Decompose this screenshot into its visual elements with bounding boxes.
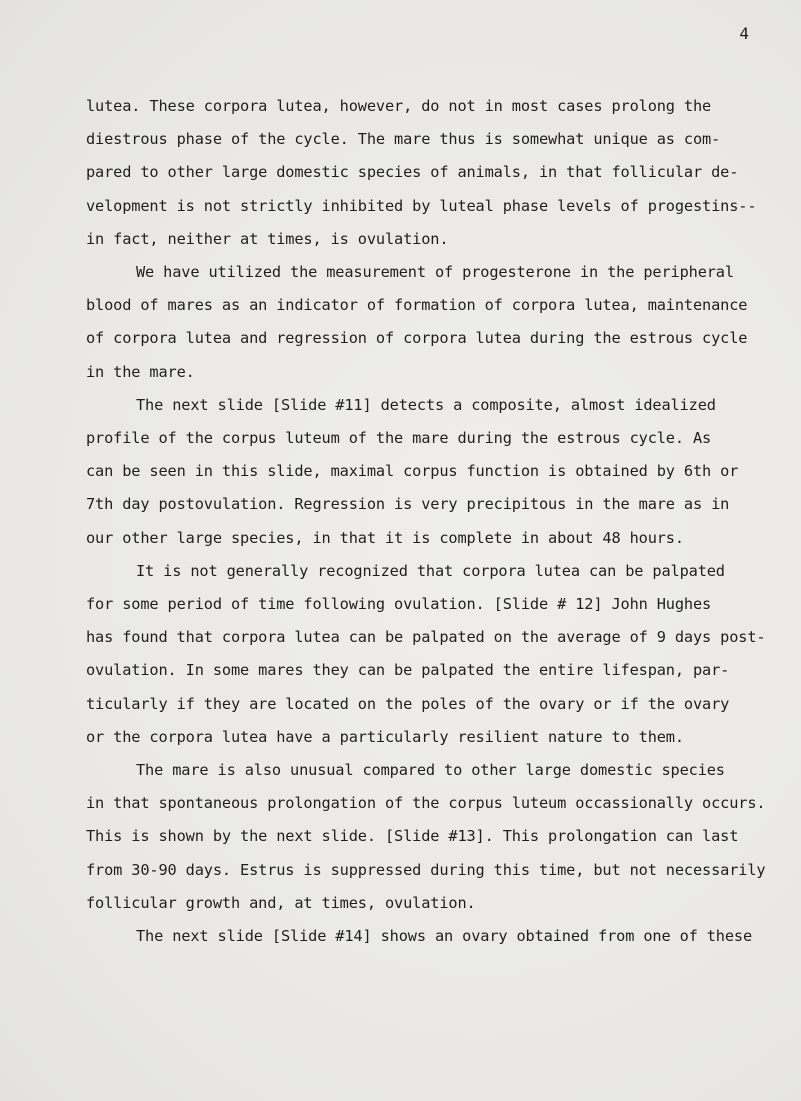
paragraph-1 xyxy=(86,90,768,256)
text-line: our other large species, in that it is complete in about 48 hours. xyxy=(86,528,684,547)
paragraph-6 xyxy=(86,920,768,953)
text-line: pared to other large domestic species of animals, in that follicular de- xyxy=(86,163,739,182)
text-line: or the corpora lutea have a particularly resilient nature to them. xyxy=(86,727,684,746)
text-line: in the mare. xyxy=(86,362,195,381)
text-line: diestrous phase of the cycle. The mare thus is somewhat unique as com- xyxy=(86,130,721,149)
text-line: has found that corpora lutea can be palpated on the average of 9 days post- xyxy=(86,628,766,647)
page-number: 4 xyxy=(739,24,749,43)
text-line: We have utilized the measurement of progesterone in the peripheral xyxy=(136,263,734,282)
text-line: 7th day postovulation. Regression is very precipitous in the mare as in xyxy=(86,495,730,514)
body-text xyxy=(86,90,768,953)
paragraph-3 xyxy=(86,389,768,555)
text-line: The next slide [Slide #11] detects a composite, almost idealized xyxy=(136,395,716,414)
text-line: of corpora lutea and regression of corpora lutea during the estrous cycle xyxy=(86,329,748,348)
text-line: lutea. These corpora lutea, however, do not in most cases prolong the xyxy=(86,97,712,115)
text-line: in that spontaneous prolongation of the corpus luteum occassionally occurs. xyxy=(86,794,766,813)
text-line: for some period of time following ovulation. [Slide # 12] John Hughes xyxy=(86,595,712,614)
text-line: The next slide [Slide #14] shows an ovary obtained from one of these xyxy=(136,927,753,946)
text-line: can be seen in this slide, maximal corpus function is obtained by 6th or xyxy=(86,462,739,481)
text-line: ovulation. In some mares they can be palpated the entire lifespan, par- xyxy=(86,661,730,680)
text-line: from 30-90 days. Estrus is suppressed during this time, but not necessarily xyxy=(86,860,766,879)
text-line: blood of mares as an indicator of formation of corpora lutea, maintenance xyxy=(86,296,748,315)
paragraph-2 xyxy=(86,256,768,389)
text-line: profile of the corpus luteum of the mare during the estrous cycle. As xyxy=(86,429,712,448)
text-line: It is not generally recognized that corpora lutea can be palpated xyxy=(136,561,725,580)
paragraph-4 xyxy=(86,555,768,754)
text-line: velopment is not strictly inhibited by luteal phase levels of progestins-- xyxy=(86,196,757,215)
text-line: ticularly if they are located on the poles of the ovary or if the ovary xyxy=(86,694,730,713)
text-line: in fact, neither at times, is ovulation. xyxy=(86,229,449,248)
text-line: follicular growth and, at times, ovulation. xyxy=(86,893,476,912)
text-line: This is shown by the next slide. [Slide #13]. This prolongation can last xyxy=(86,827,739,846)
text-line: The mare is also unusual compared to other large domestic species xyxy=(136,761,725,780)
paragraph-5 xyxy=(86,754,768,920)
